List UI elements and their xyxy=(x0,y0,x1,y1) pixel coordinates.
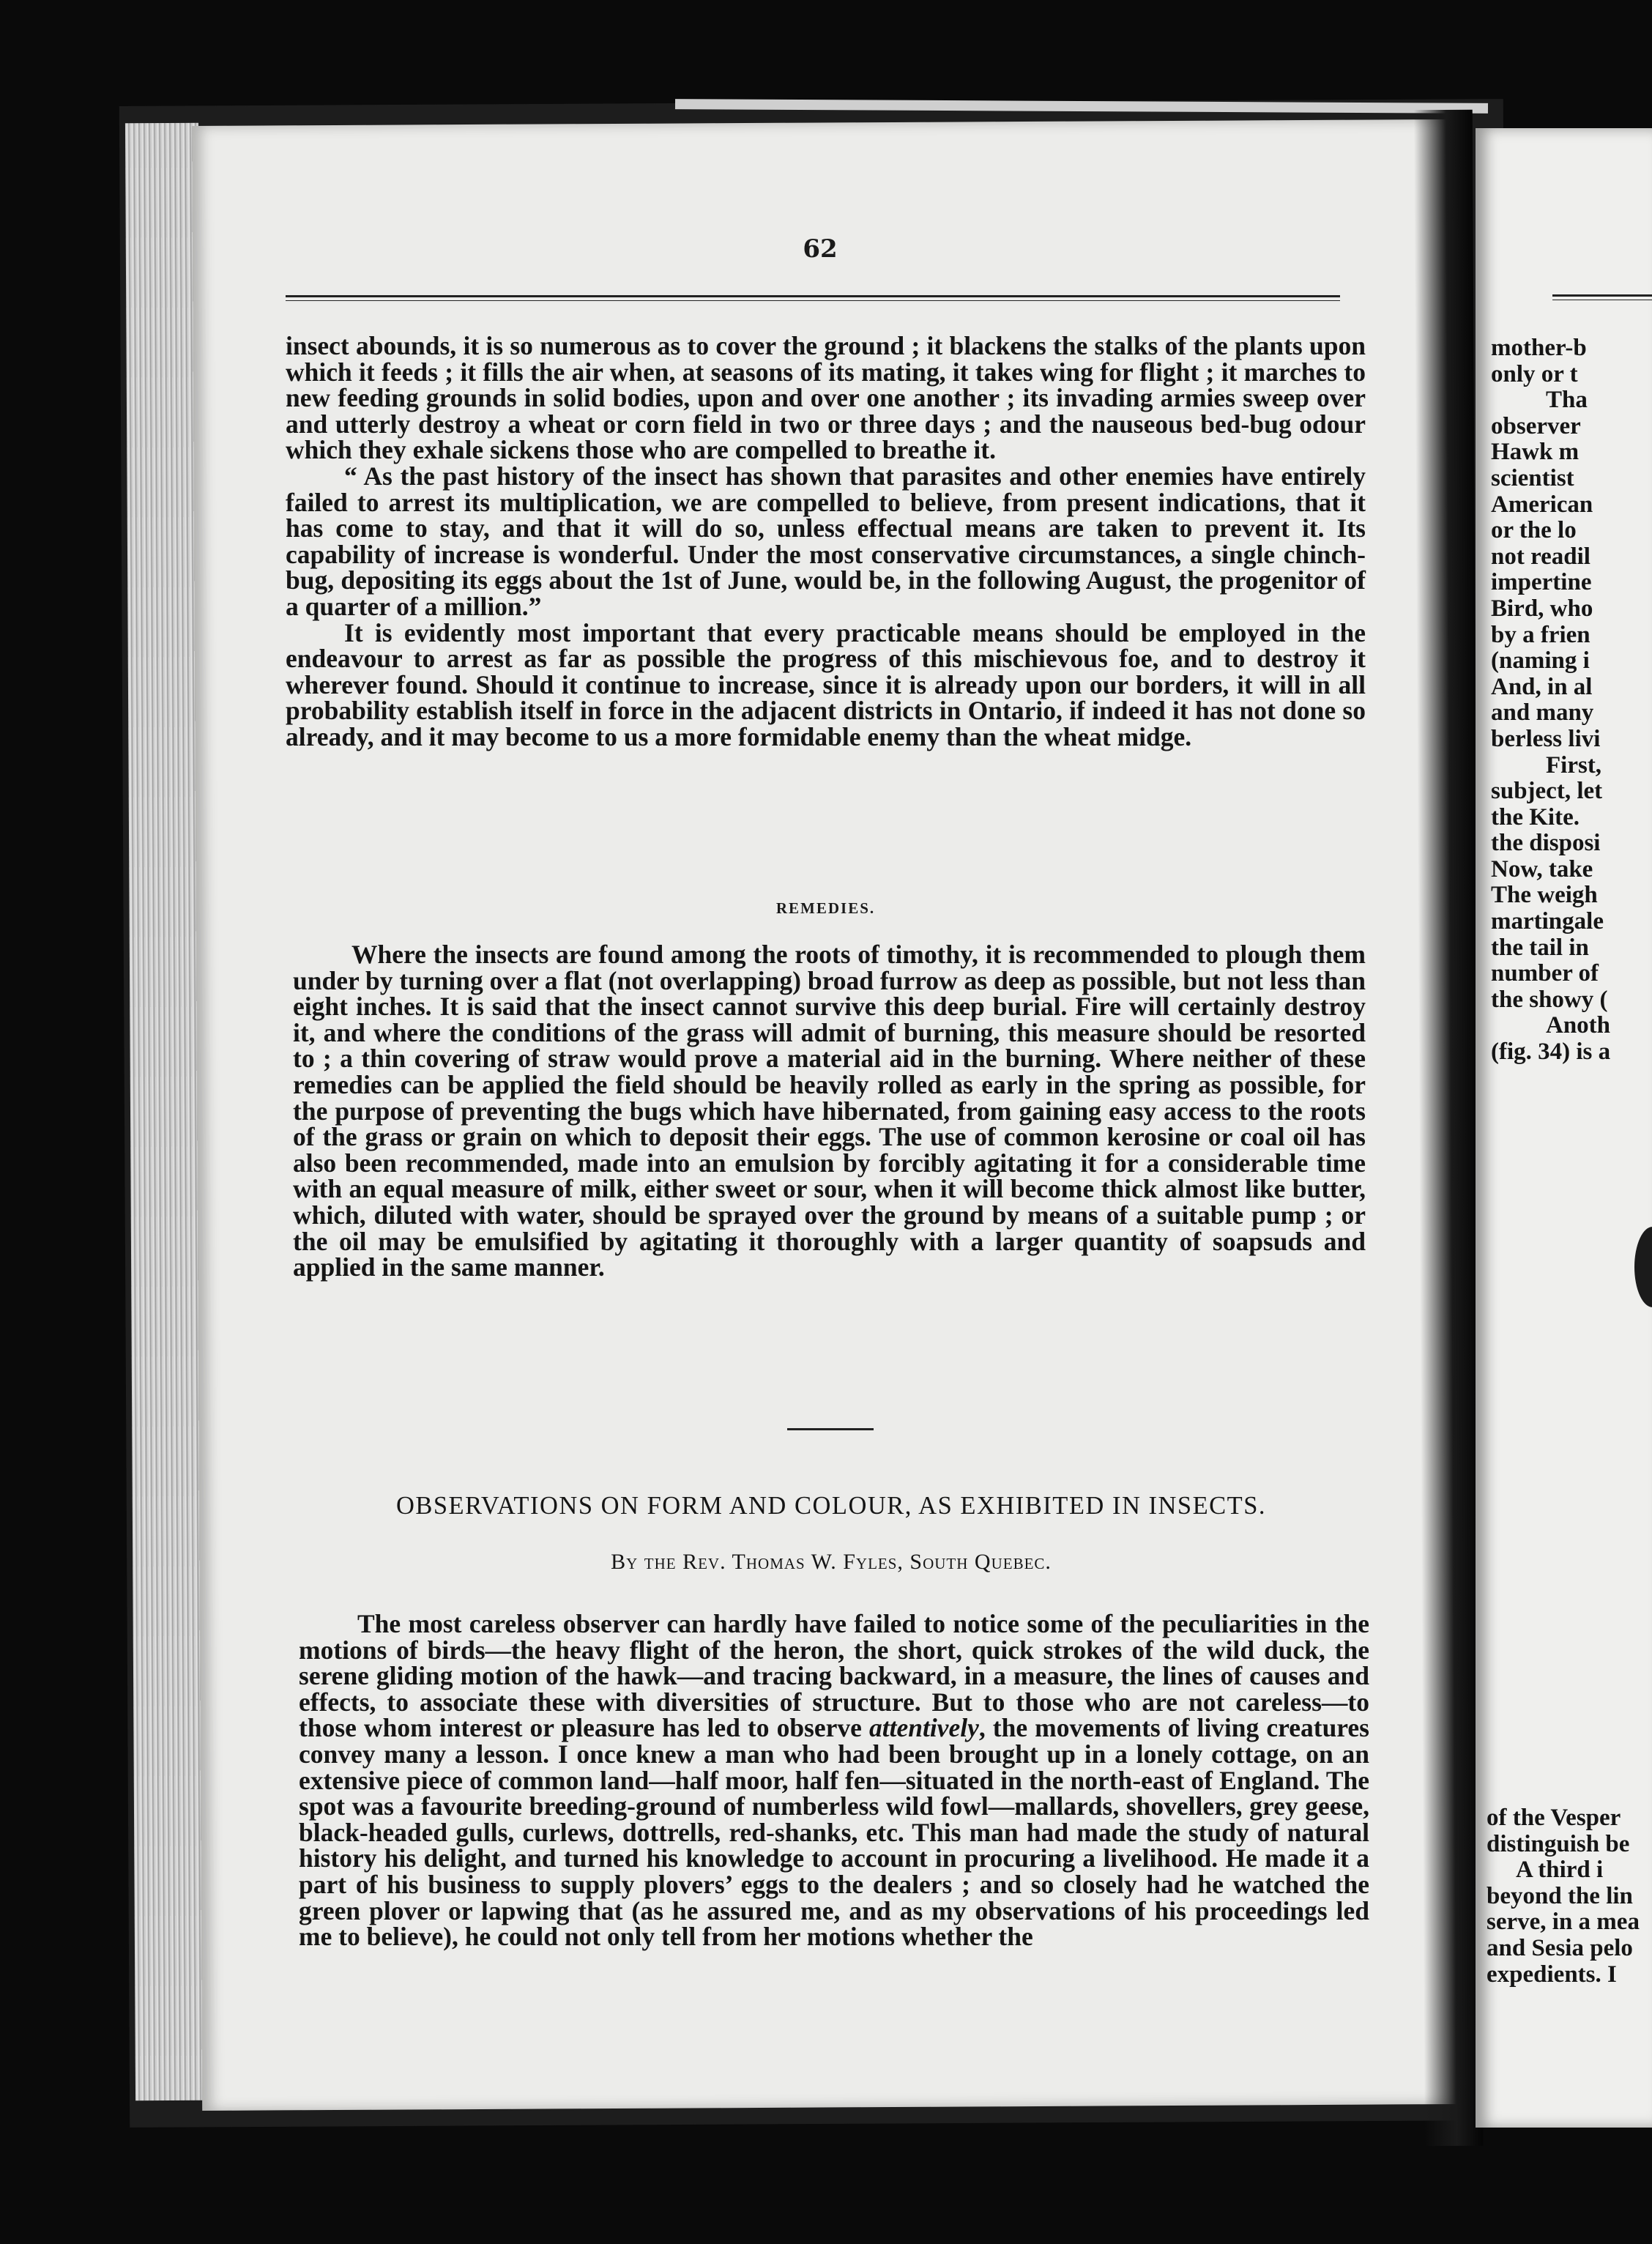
right-line: mother-b xyxy=(1491,335,1587,361)
right-line: First, xyxy=(1546,751,1602,779)
right-line: berless livi xyxy=(1491,725,1601,752)
right-line: distinguish be xyxy=(1487,1830,1630,1857)
article-title: OBSERVATIONS ON FORM AND COLOUR, AS EXHIBITED IN INSECTS. xyxy=(395,1492,1267,1520)
right-line: Now, take xyxy=(1491,855,1593,883)
right-line: Hawk m xyxy=(1491,439,1580,466)
right-line: A third i xyxy=(1516,1857,1604,1884)
book-gutter xyxy=(1414,110,1484,2146)
right-line: martingale xyxy=(1491,908,1604,935)
header-rule xyxy=(286,295,1340,301)
remedies-heading: REMEDIES. xyxy=(775,899,876,917)
paragraph-article-opening xyxy=(299,1611,1369,1950)
paragraph-importance: It is evidently most important that every practicable means should be employed in the endeavour to arrest as far as possible the progress of this mischievous foe, and to destroy it wherever found. Should it continue to increase, since it is already upon our borders, it will in all probability establish itself in force in the adjacent districts in Ontario, if indeed it has not done so already, and it may become to us a more formidable enemy than the wheat midge. xyxy=(286,617,1366,751)
article-text-emphasis: attentively xyxy=(868,1713,979,1743)
paragraph-quote: “ As the past history of the insect has shown that parasites and other enemies have entirely failed to arrest its multiplication, we are compelled to believe, from present indications, that it has come to stay, and that it will do so, unless effectual means are taken to prevent it. Its capability of increase is wonderful. Under the most conservative circumstances, a single chinch-bug, depositing its eggs about the 1st of June, would be, in the following August, the progenitor of a quarter of a million.” xyxy=(286,461,1366,621)
article-text-block xyxy=(299,1611,1369,1950)
right-line: impertine xyxy=(1491,569,1592,596)
right-line: (naming i xyxy=(1491,647,1590,675)
right-line: the disposi xyxy=(1491,830,1601,857)
right-header-rule xyxy=(1552,294,1652,300)
right-line: by a frien xyxy=(1491,621,1590,648)
right-line: American xyxy=(1491,491,1593,518)
right-line: serve, in a mea xyxy=(1487,1909,1640,1936)
right-line: (fig. 34) is a xyxy=(1491,1039,1611,1066)
page-number: 62 xyxy=(803,234,838,264)
section-divider xyxy=(787,1428,874,1430)
right-line: beyond the lin xyxy=(1487,1882,1633,1909)
right-line: observer xyxy=(1491,412,1581,439)
right-line: subject, let xyxy=(1491,778,1603,805)
remedies-text-block xyxy=(293,942,1366,1281)
right-line: the tail in xyxy=(1491,934,1589,961)
article-byline: By the Rev. Thomas W. Fyles, South Quebec. xyxy=(611,1550,1052,1574)
right-line: only or t xyxy=(1491,360,1578,387)
right-line: and many xyxy=(1491,699,1594,727)
right-line: Tha xyxy=(1546,387,1588,414)
right-line: scientist xyxy=(1491,464,1574,491)
article-text-part-2: , the movements of living creatures convey many a lesson. I once knew a man who had been brought up in a lonely cottage, on an extensive piece of common land—half moor, half fen—situated in the north-east of England. The spot was a favourite breeding-ground of numberless wild fowl—mallards, shovellers, grey geese, black-headed gulls, curlews, dottrells, red-shanks, etc. This man had made the study of natural history his delight, and turned his knowledge to account in procuring a livelihood. He made it a part of his business to supply plovers’ eggs to the dealers ; and so closely had he watched the green plover or lapwing that (as he assured me, and as my observations of his proceedings led me to believe), he could not only tell from her motions whether the xyxy=(299,1713,1369,1952)
right-line: and Sesia pelo xyxy=(1487,1934,1633,1961)
top-text-block xyxy=(286,333,1366,751)
right-line: not readil xyxy=(1491,543,1590,570)
article-text-part-1: The most careless observer can hardly have failed to notice some of the peculiarities in the motions of birds—the heavy flight of the heron, the short, quick strokes of the wild duck, the serene gliding motion of the hawk—and tracing backward, in a measure, the lines of causes and effects, to associate these with diversities of structure. But to those who are not careless—to those whom interest or pleasure has led to observe xyxy=(299,1609,1369,1743)
right-line: the showy ( xyxy=(1491,986,1608,1013)
right-line: of the Vesper xyxy=(1487,1805,1621,1831)
right-page-top-text xyxy=(1491,335,1652,1066)
right-line: or the lo xyxy=(1491,517,1577,544)
right-line: the Kite. xyxy=(1491,803,1580,831)
right-line: expedients. I xyxy=(1487,1961,1617,1988)
right-line: number of xyxy=(1491,960,1599,987)
right-line: And, in al xyxy=(1491,673,1593,700)
right-line: The weigh xyxy=(1491,882,1598,909)
paragraph-continued: insect abounds, it is so numerous as to cover the ground ; it blackens the stalks of the plants upon which it feeds ; it fills the air when, at seasons of its mating, it takes wing for flight ; it marches to new feeding grounds in solid bodies, upon and over one another ; its invading armies sweep over and utterly destroy a wheat or corn field in two or three days ; and the nauseous bed-bug odour which they exhale sickens those who are compelled to breathe it. xyxy=(286,331,1366,465)
right-line: Bird, who xyxy=(1491,595,1593,622)
right-line: Anoth xyxy=(1546,1012,1611,1039)
paragraph-remedies: Where the insects are found among the roots of timothy, it is recommended to plough them under by turning over a flat (not overlapping) broad furrow as deep as possible, but not less than eight inches. It is said that the insect cannot survive this deep burial. Fire will certainly destroy it, and where the conditions of the grass will admit of burning, this measure should be resorted to ; a thin covering of straw would prove a material aid in the burning. Where neither of these remedies can be applied the field should be heavily rolled as early in the spring as possible, for the purpose of preventing the bugs which have hibernated, from gaining easy access to the roots of the grass or grain on which to deposit their eggs. The use of common kerosine or coal oil has also been recommended, made into an emulsion by forcibly agitating it for a considerable time with an equal measure of milk, either sweet or sour, when it will become thick almost like butter, which, diluted with water, should be sprayed over the ground by means of a suitable pump ; or the oil may be emulsified by agitating it thoroughly with a larger quantity of soapsuds and applied in the same manner. xyxy=(293,940,1366,1282)
right-page-bottom-text xyxy=(1487,1805,1652,1988)
